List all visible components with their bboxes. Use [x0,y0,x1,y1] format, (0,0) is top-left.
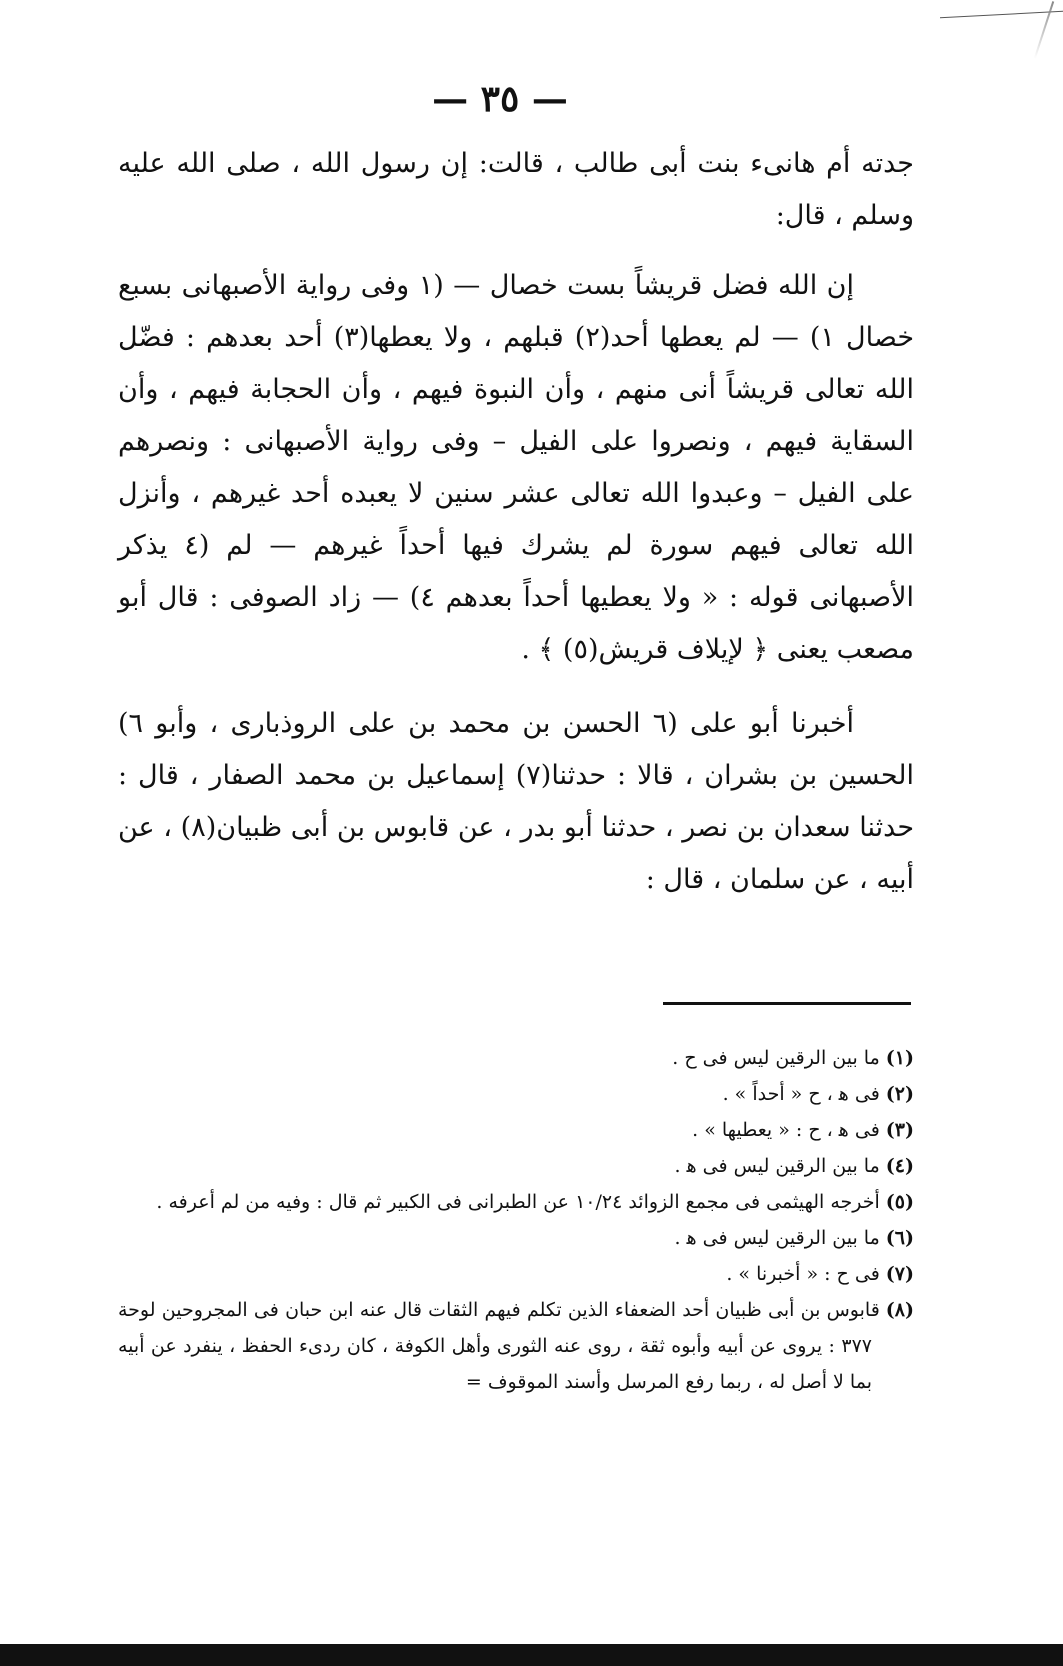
footnote-text: أخرجه الهيثمى فى مجمع الزوائد ١٠/٢٤ عن الطبرانى فى الكبير ثم قال : وفيه من لم أعرفه . [156,1191,880,1213]
text-paragraph-isnad: أخبرنا أبو على (٦ الحسن بن محمد بن على الروذبارى ، وأبو ٦) الحسين بن بشران ، قالا : حدثنا(٧) إسماعيل بن محمد الصفار ، قال : حدثنا سعدان بن نصر ، حدثنا أبو بدر ، عن قابوس بن أبى ظبيان(٨) ، عن أبيه ، عن سلمان ، قال : [118,708,915,895]
footnote-number: (٨) [885,1299,914,1321]
footnote-text: فى ﻫ ، ح : « يعطيها » . [692,1119,880,1141]
footnote-text: قابوس بن أبى ظبيان أحد الضعفاء الذين تكلم فيهم الثقات قال عنه ابن حبان فى المجروحين لوحة ٣٧٧ : يروى عن أبيه وأبوه ثقة ، روى عنه الثورى وأهل الكوفة ، كان ردىء الحفظ ، ينفرد عن أبيه بما لا أصل له ، ربما رفع المرسل وأسند الموقوف = [118,1299,880,1393]
footnote-text: ما بين الرقين ليس فى ح . [672,1047,880,1069]
footnote-2 [118,1076,914,1112]
text-line-opening: جدته أم هانىء بنت أبى طالب ، قالت: إن رسول الله ، صلى الله عليه وسلم ، قال: [118,148,914,231]
footnote-text: ما بين الرقين ليس فى ﻫ . [674,1227,880,1249]
footnote-1 [118,1040,914,1076]
footnote-number: (٣) [885,1119,914,1141]
footnote-8 [118,1292,914,1400]
footnotes [118,1040,914,1400]
footnote-text: ما بين الرقين ليس فى ﻫ . [674,1155,880,1177]
page-number: — ٣٥ — [432,78,568,120]
footnote-number: (٧) [885,1263,914,1285]
footnote-3 [118,1112,914,1148]
footnote-5 [118,1184,914,1220]
main-text [118,138,914,928]
scan-bottom-edge [0,1644,1063,1666]
footnote-6 [118,1220,914,1256]
text-paragraph-hadith: إن الله فضل قريشاً بست خصال — (١ وفى رواية الأصبهانى بسبع خصال ١) — لم يعطها أحد(٢) قبلهم ، ولا يعطها(٣) أحد بعدهم : فضّل الله تعالى قريشاً أنى منهم ، وأن النبوة فيهم ، وأن الحجابة فيهم ، وأن السقاية فيهم ، ونصروا على الفيل – وفى رواية الأصبهانى : ونصرهم على الفيل – وعبدوا الله تعالى عشر سنين لا يعبده أحد غيرهم ، وأنزل الله تعالى فيهم سورة لم يشرك فيها أحداً غيرهم — لم (٤ يذكر الأصبهانى قوله : « ولا يعطيها أحداً بعدهم ٤) — زاد الصوفى : قال أبو مصعب يعنى ﴿ لإيلاف قريش(٥) ﴾ . [118,270,915,665]
footnote-text: فى ﻫ ، ح « أحداً » . [722,1083,880,1105]
footnote-number: (٢) [885,1083,914,1105]
footnote-number: (١) [885,1047,914,1069]
footnote-4 [118,1148,914,1184]
footnote-text: فى ح : « أخبرنا » . [726,1263,880,1285]
footnote-7 [118,1256,914,1292]
page-edge-decoration [940,0,1063,18]
footnote-number: (٥) [885,1191,914,1213]
footnote-number: (٦) [885,1227,914,1249]
footnote-number: (٤) [885,1155,914,1177]
footnote-separator [663,1002,911,1005]
